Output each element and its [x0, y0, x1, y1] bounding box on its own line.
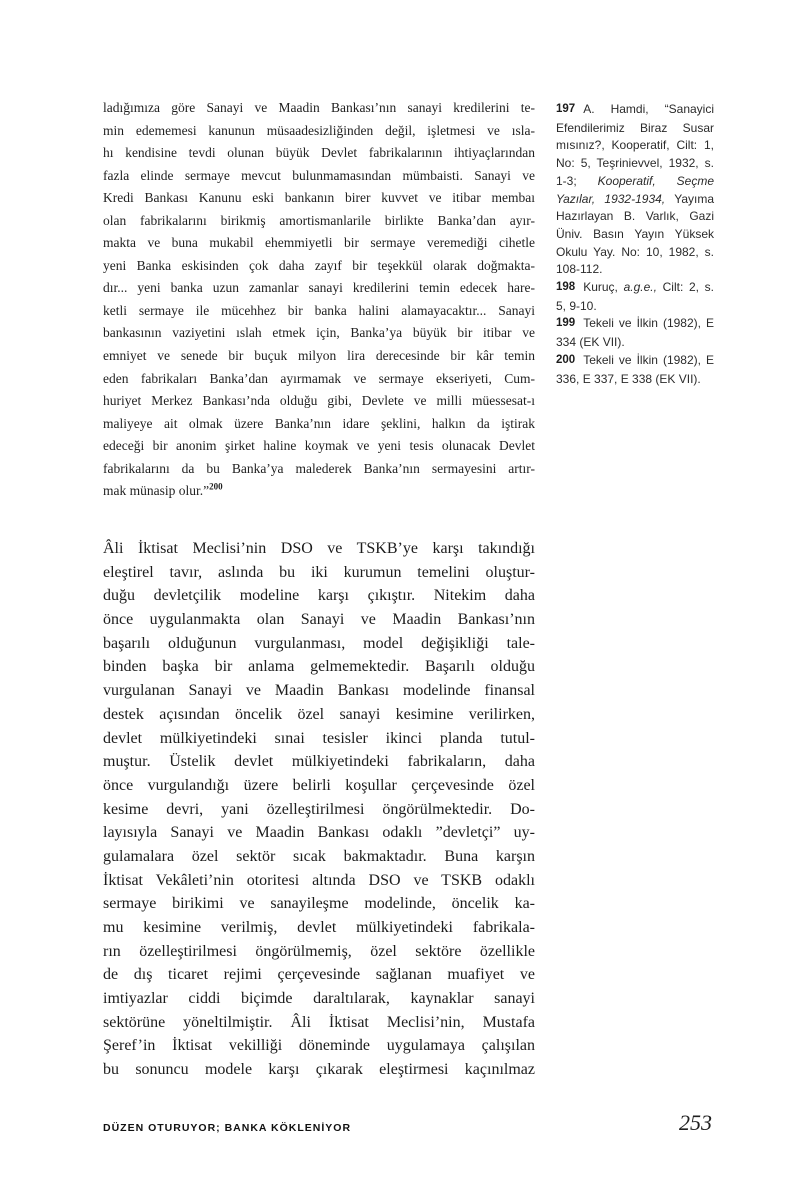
body-paragraph — [103, 537, 535, 1082]
quote-line: eden fabrikaları Banka’dan ayırmamak ve sermaye ekseriyeti, Cum- — [103, 370, 535, 386]
body-line: layısıyla Sanayi ve Maadin Bankası odaklı ”devletçi” uy- — [103, 824, 535, 842]
body-line: rın özelleştirilmesi öngörülmemiş, özel sektöre özellikle — [103, 942, 535, 960]
body-line: gulamalara özel sektör sıcak bakmaktadır. Buna karşın — [103, 847, 535, 865]
quote-line: olan fabrikalarını birikmiş amortismanlarile birlikte Banka’dan ayır- — [103, 212, 535, 228]
quote-closing-text: mak münasip olur.” — [103, 483, 210, 499]
body-line: kesime devri, yani özelleştirilmesi öngörülmektedir. Do- — [103, 800, 535, 818]
quote-line: dır... yeni banka uzun zamanlar sanayi kredilerini temin edecek hare- — [103, 280, 535, 296]
sidenote-text — [556, 102, 714, 276]
footer-section-title: DÜZEN OTURUYOR; BANKA KÖKLENİYOR — [103, 1122, 352, 1134]
body-line: mu kesimine verilmiş, devlet mülkiyetindeki fabrikala- — [103, 919, 535, 936]
body-line: destek açısından öncelik özel sanayi kesimine verilirken, — [103, 705, 535, 723]
body-line: sermaye birikimi ve sanayileşme modelinde, öncelik ka- — [103, 895, 535, 913]
sidenote-text — [556, 280, 714, 313]
sidenote-text — [556, 316, 714, 349]
body-line: binden başka bir anlama gelmemektedir. Başarılı olduğu — [103, 658, 535, 676]
quote-line: hı kendisine tevdi olunan büyük Devlet fabrikalarının ihtiyaçlarından — [103, 145, 535, 161]
quote-line: Kredi Bankası Kanunu eski bankanın birer kuvvet ve itibar membaı — [103, 190, 535, 206]
quote-line: emniyet ve senede bir buçuk milyon lira derecesinde bir kâr temin — [103, 348, 535, 364]
sidenote-text-segment: Yayıma Hazırlayan B. Varlık, Gazi Üniv. Basın Yayın Yüksek Okulu Yay. No: 10, 1982, s. 108-112. — [556, 191, 714, 277]
quote-line: fazla elinde sermaye mevcut bulunmamasından mümbaisti. Sanayi ve — [103, 167, 535, 183]
body-line: bu sonuncu modele karşı çıkarak eleştirmesi kaçınılmaz — [103, 1061, 535, 1079]
quote-line: edeceği bir anonim şirket haline koymak ve yeni tesis olunacak Devlet — [103, 438, 535, 454]
body-line: vurgulanan Sanayi ve Maadin Bankası modelinde finansal — [103, 682, 535, 700]
quote-block — [103, 97, 535, 503]
body-line: sektörüne yöneltilmiştir. Âli İktisat Meclisi’nin, Mustafa — [103, 1013, 535, 1031]
quote-closing-line — [103, 480, 535, 503]
quote-line: huriyet Merkez Bankası’nda olduğu gibi, Devlete ve milli müessesat-ı — [103, 393, 535, 409]
sidenote-number: 197 — [556, 103, 576, 115]
body-line: eleştirel tavır, aslında bu iki kurumun temelini oluştur- — [103, 563, 535, 581]
body-line: de dış ticaret rejimi çerçevesinde sağlanan muafiyet ve — [103, 966, 535, 984]
quote-line: makta ve buna mukabil ehemmiyetli bir sermaye veremediği cihetle — [103, 235, 535, 251]
quote-line: yeni Banka eskisinden çok daha zayıf bir teşekkül olarak doğmakta- — [103, 257, 535, 273]
sidenote-number: 199 — [556, 317, 576, 330]
footnote-reference-200: 200 — [209, 481, 223, 492]
body-line: muştur. Üstelik devlet mülkiyetindeki fabrikaların, daha — [103, 753, 535, 771]
body-line: imtiyazlar ciddi biçimde daraltılarak, kaynaklar sanayi — [103, 990, 535, 1008]
quote-line: min edememesi kanunun müsaadesizliğinden değil, işletmesi ve ısla- — [103, 122, 535, 138]
sidenote-text-segment: Kooperatif, Seçme Yazılar, 1932-1934, — [556, 173, 715, 206]
sidenote-number: 200 — [556, 353, 576, 366]
sidenote — [556, 101, 714, 279]
quote-line: ladığımıza göre Sanayi ve Maadin Bankası’nın sanayi kredilerini te- — [103, 100, 535, 115]
sidenote-text — [556, 353, 714, 386]
sidenote-text-segment: A. Hamdi, “Sanayici Efendilerimiz Biraz Susar mısınız?, Kooperatif, Cilt: 1, No: 5, Teşrinievvel, 1932, s. 1-3; — [556, 102, 714, 188]
sidenote — [556, 315, 714, 351]
sidenote — [556, 352, 714, 388]
quote-line: ketli sermaye ile mücehhez bir banka halini alamayacaktır... Sanayi — [103, 302, 535, 318]
body-line: duğu devletçilik modeline karşı çıkıştır. Nitekim daha — [103, 587, 535, 605]
sidenote — [556, 279, 714, 315]
sidenote-text-segment: Tekeli ve İlkin (1982), E 334 (EK VII). — [556, 316, 714, 350]
sidenote-text-segment: a.g.e., — [623, 280, 657, 295]
body-line: başarılı olduğunun vurgulanması, model değişikliği tale- — [103, 634, 535, 652]
sidenotes-column — [556, 101, 714, 388]
page-number: 253 — [679, 1110, 712, 1135]
body-line: devlet mülkiyetindeki sınai tesisler ikinci planda tutul- — [103, 729, 535, 747]
sidenote-text-segment: Tekeli ve İlkin (1982), E 336, E 337, E 338 (EK VII). — [556, 352, 714, 386]
body-line: önce uygulanmakta olan Sanayi ve Maadin Bankası’nın — [103, 611, 535, 629]
body-line: Şeref’in İktisat vekilliği döneminde uygulamaya çalışılan — [103, 1037, 535, 1055]
body-line: Âli İktisat Meclisi’nin DSO ve TSKB’ye karşı takındığı — [103, 540, 535, 557]
sidenote-text-segment: Cilt: 2, s. 5, 9-10. — [556, 280, 714, 313]
quote-line: maliyeye ait olmak üzere Banka’nın idare şeklini, halkın da iştirak — [103, 415, 535, 431]
sidenote-number: 198 — [556, 281, 576, 294]
body-line: önce vurgulandığı üzere belirli koşullar çerçevesinde özel — [103, 776, 535, 794]
sidenote-text-segment: Kuruç, — [583, 280, 624, 295]
quote-line: bankasının vaziyetini ıslah etmek için, Banka’ya büyük bir itibar ve — [103, 325, 535, 341]
body-line: İktisat Vekâleti’nin otoritesi altında DSO ve TSKB odaklı — [103, 871, 535, 889]
quote-line: fabrikalarını da bu Banka’ya malederek Banka’nın sermayesini artır- — [103, 460, 535, 476]
